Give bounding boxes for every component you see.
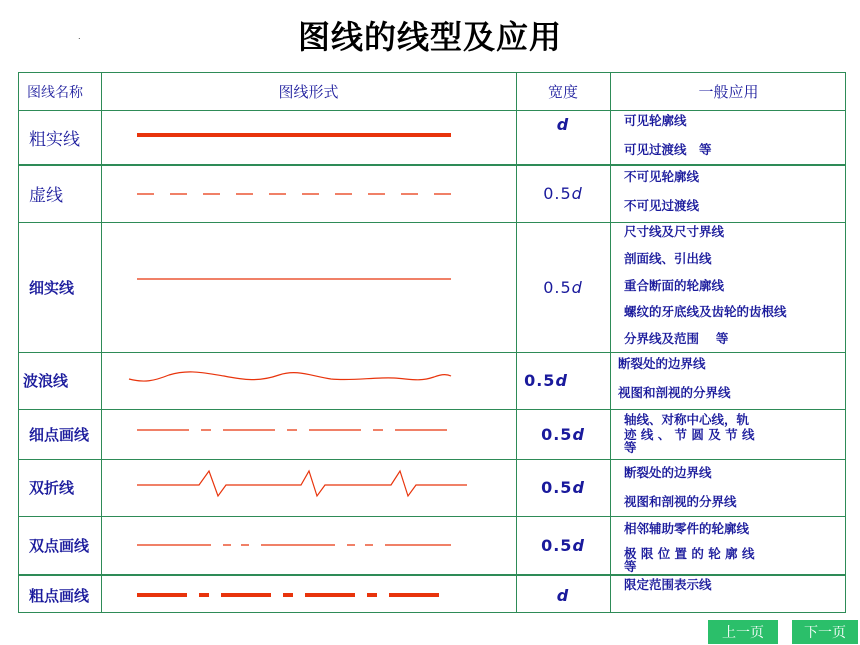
row-width: 0.5 d (541, 478, 585, 497)
row-width: d (556, 114, 570, 134)
row-name: 虚线 (29, 186, 63, 206)
row-usage: 不可见轮廓线 不可见过渡线 (624, 169, 700, 213)
row-width: 0.5 d (541, 424, 585, 444)
prev-page-button[interactable]: 上一页 (708, 620, 778, 644)
row-width: 0.5 d (541, 535, 585, 555)
row-name: 双点画线 (29, 536, 90, 555)
header-name: 图线名称 (27, 84, 83, 101)
row-width: 0.5 d (543, 277, 583, 297)
row-usage: 尺寸线及尺寸界线 剖面线、引出线 重合断面的轮廓线 螺纹的牙底线及齿轮的齿根线 分界线及范围 等 (624, 224, 787, 346)
row-usage: 限定范围表示线 (624, 577, 712, 592)
row-usage: 轴线、对称中心线，轨 迹 线 、 节 圆 及 节 线 等 (624, 412, 755, 455)
row-name: 细实线 (29, 278, 75, 297)
row-width: 0.5 d (543, 184, 583, 203)
row-usage: 断裂处的边界线 视图和剖视的分界线 (618, 356, 731, 400)
row-width: d (556, 585, 570, 605)
header-form: 图线形式 (278, 83, 339, 101)
decorative-dot: . (78, 32, 81, 41)
page-title: 图线的线型及应用 (297, 18, 562, 56)
row-usage: 可见轮廓线 可见过渡线 等 (624, 113, 712, 157)
row-name: 波浪线 (23, 372, 69, 390)
row-usage: 相邻辅助零件的轮廓线 极 限 位 置 的 轮 廓 线 等 (624, 521, 755, 574)
line-samples (19, 73, 847, 614)
row-usage: 断裂处的边界线 视图和剖视的分界线 (624, 465, 737, 509)
next-page-button[interactable]: 下一页 (792, 620, 858, 644)
wavy-sample (129, 372, 451, 381)
row-name: 粗点画线 (29, 586, 90, 605)
row-name: 粗实线 (29, 129, 80, 150)
break-line-sample (137, 471, 467, 496)
row-name: 双折线 (29, 479, 75, 497)
line-type-table (18, 72, 846, 613)
row-width: 0.5 d (524, 371, 568, 390)
header-width: 宽度 (547, 83, 578, 101)
header-usage: 一般应用 (698, 83, 759, 101)
row-name: 细点画线 (29, 425, 90, 444)
